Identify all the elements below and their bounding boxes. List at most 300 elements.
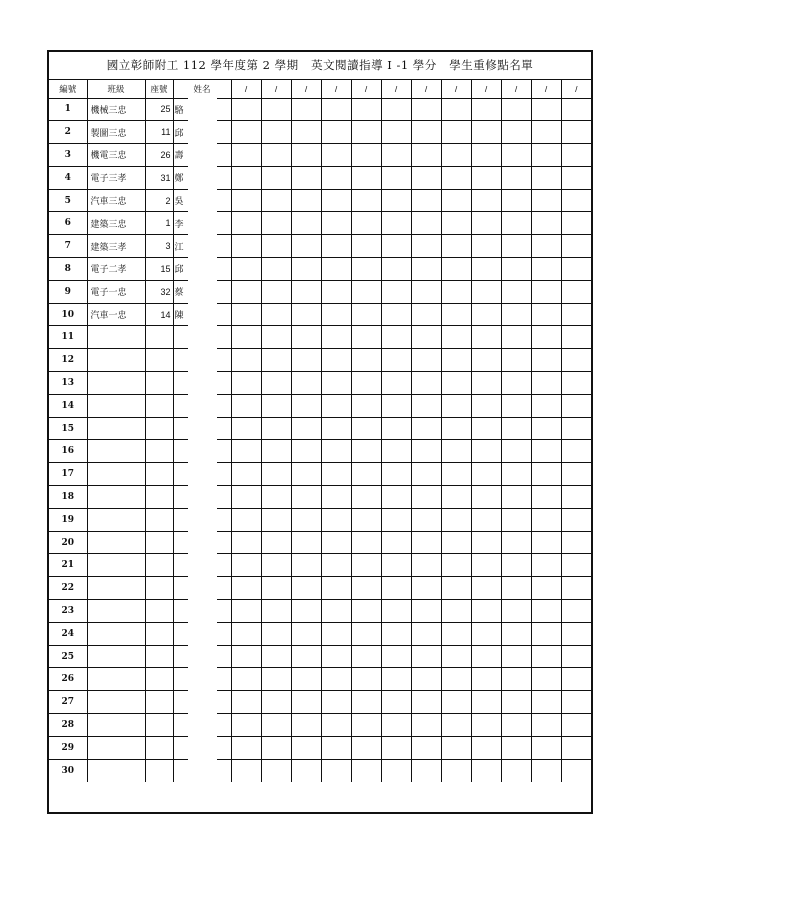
attendance-cell[interactable] (411, 121, 441, 144)
attendance-cell[interactable] (561, 326, 591, 349)
attendance-cell[interactable] (261, 440, 291, 463)
attendance-cell[interactable] (531, 121, 561, 144)
attendance-cell[interactable] (381, 508, 411, 531)
attendance-cell[interactable] (441, 235, 471, 258)
attendance-cell[interactable] (501, 622, 531, 645)
attendance-cell[interactable] (291, 645, 321, 668)
attendance-cell[interactable] (231, 258, 261, 281)
attendance-cell[interactable] (561, 531, 591, 554)
attendance-cell[interactable] (471, 759, 501, 782)
attendance-cell[interactable] (501, 440, 531, 463)
attendance-cell[interactable] (381, 486, 411, 509)
attendance-cell[interactable] (261, 326, 291, 349)
attendance-cell[interactable] (291, 554, 321, 577)
attendance-cell[interactable] (381, 463, 411, 486)
attendance-cell[interactable] (291, 440, 321, 463)
attendance-cell[interactable] (291, 531, 321, 554)
attendance-cell[interactable] (471, 417, 501, 440)
attendance-cell[interactable] (291, 189, 321, 212)
attendance-cell[interactable] (471, 622, 501, 645)
attendance-cell[interactable] (561, 372, 591, 395)
attendance-cell[interactable] (471, 691, 501, 714)
attendance-cell[interactable] (531, 736, 561, 759)
attendance-cell[interactable] (321, 394, 351, 417)
attendance-cell[interactable] (471, 486, 501, 509)
attendance-cell[interactable] (231, 714, 261, 737)
attendance-cell[interactable] (531, 463, 561, 486)
attendance-cell[interactable] (561, 645, 591, 668)
attendance-cell[interactable] (291, 326, 321, 349)
attendance-cell[interactable] (441, 166, 471, 189)
attendance-cell[interactable] (381, 258, 411, 281)
attendance-cell[interactable] (381, 714, 411, 737)
attendance-cell[interactable] (261, 508, 291, 531)
attendance-cell[interactable] (441, 189, 471, 212)
attendance-cell[interactable] (501, 577, 531, 600)
attendance-cell[interactable] (411, 303, 441, 326)
attendance-cell[interactable] (561, 189, 591, 212)
attendance-cell[interactable] (261, 235, 291, 258)
attendance-cell[interactable] (231, 668, 261, 691)
attendance-cell[interactable] (261, 372, 291, 395)
attendance-cell[interactable] (411, 440, 441, 463)
attendance-cell[interactable] (231, 394, 261, 417)
attendance-cell[interactable] (441, 486, 471, 509)
attendance-cell[interactable] (561, 258, 591, 281)
attendance-cell[interactable] (501, 326, 531, 349)
attendance-cell[interactable] (291, 691, 321, 714)
attendance-cell[interactable] (351, 622, 381, 645)
attendance-cell[interactable] (531, 98, 561, 121)
attendance-cell[interactable] (261, 121, 291, 144)
attendance-cell[interactable] (501, 417, 531, 440)
attendance-cell[interactable] (351, 736, 381, 759)
attendance-cell[interactable] (411, 736, 441, 759)
attendance-cell[interactable] (231, 303, 261, 326)
attendance-cell[interactable] (411, 691, 441, 714)
attendance-cell[interactable] (411, 417, 441, 440)
attendance-cell[interactable] (441, 258, 471, 281)
attendance-cell[interactable] (291, 303, 321, 326)
attendance-cell[interactable] (531, 645, 561, 668)
attendance-cell[interactable] (441, 691, 471, 714)
attendance-cell[interactable] (231, 736, 261, 759)
attendance-cell[interactable] (321, 531, 351, 554)
attendance-cell[interactable] (531, 166, 561, 189)
attendance-cell[interactable] (321, 258, 351, 281)
attendance-cell[interactable] (261, 668, 291, 691)
attendance-cell[interactable] (291, 714, 321, 737)
attendance-cell[interactable] (381, 303, 411, 326)
attendance-cell[interactable] (231, 463, 261, 486)
attendance-cell[interactable] (471, 508, 501, 531)
attendance-cell[interactable] (321, 98, 351, 121)
attendance-cell[interactable] (441, 736, 471, 759)
attendance-cell[interactable] (531, 531, 561, 554)
attendance-cell[interactable] (441, 577, 471, 600)
attendance-cell[interactable] (561, 508, 591, 531)
attendance-cell[interactable] (261, 349, 291, 372)
attendance-cell[interactable] (321, 645, 351, 668)
attendance-cell[interactable] (351, 600, 381, 623)
attendance-cell[interactable] (471, 280, 501, 303)
attendance-cell[interactable] (561, 235, 591, 258)
attendance-cell[interactable] (531, 303, 561, 326)
attendance-cell[interactable] (381, 98, 411, 121)
attendance-cell[interactable] (561, 463, 591, 486)
attendance-cell[interactable] (321, 714, 351, 737)
attendance-cell[interactable] (261, 280, 291, 303)
attendance-cell[interactable] (531, 440, 561, 463)
attendance-cell[interactable] (381, 691, 411, 714)
attendance-cell[interactable] (531, 691, 561, 714)
attendance-cell[interactable] (351, 166, 381, 189)
attendance-cell[interactable] (261, 622, 291, 645)
attendance-cell[interactable] (291, 736, 321, 759)
attendance-cell[interactable] (411, 714, 441, 737)
attendance-cell[interactable] (381, 280, 411, 303)
attendance-cell[interactable] (321, 554, 351, 577)
attendance-cell[interactable] (381, 326, 411, 349)
attendance-cell[interactable] (261, 303, 291, 326)
attendance-cell[interactable] (501, 531, 531, 554)
attendance-cell[interactable] (411, 326, 441, 349)
attendance-cell[interactable] (471, 714, 501, 737)
attendance-cell[interactable] (351, 508, 381, 531)
attendance-cell[interactable] (471, 303, 501, 326)
attendance-cell[interactable] (561, 759, 591, 782)
attendance-cell[interactable] (471, 372, 501, 395)
attendance-cell[interactable] (501, 144, 531, 167)
attendance-cell[interactable] (441, 98, 471, 121)
attendance-cell[interactable] (231, 372, 261, 395)
attendance-cell[interactable] (381, 645, 411, 668)
attendance-cell[interactable] (441, 531, 471, 554)
attendance-cell[interactable] (471, 349, 501, 372)
attendance-cell[interactable] (501, 714, 531, 737)
attendance-cell[interactable] (261, 98, 291, 121)
attendance-cell[interactable] (231, 440, 261, 463)
attendance-cell[interactable] (231, 326, 261, 349)
attendance-cell[interactable] (501, 303, 531, 326)
attendance-cell[interactable] (531, 235, 561, 258)
attendance-cell[interactable] (411, 577, 441, 600)
attendance-cell[interactable] (441, 440, 471, 463)
attendance-cell[interactable] (411, 258, 441, 281)
attendance-cell[interactable] (291, 577, 321, 600)
attendance-cell[interactable] (351, 554, 381, 577)
attendance-cell[interactable] (381, 349, 411, 372)
attendance-cell[interactable] (561, 736, 591, 759)
attendance-cell[interactable] (381, 212, 411, 235)
attendance-cell[interactable] (231, 189, 261, 212)
attendance-cell[interactable] (321, 303, 351, 326)
attendance-cell[interactable] (291, 622, 321, 645)
attendance-cell[interactable] (261, 166, 291, 189)
attendance-cell[interactable] (561, 440, 591, 463)
attendance-cell[interactable] (351, 349, 381, 372)
attendance-cell[interactable] (471, 600, 501, 623)
attendance-cell[interactable] (501, 691, 531, 714)
attendance-cell[interactable] (531, 394, 561, 417)
attendance-cell[interactable] (351, 691, 381, 714)
attendance-cell[interactable] (291, 235, 321, 258)
attendance-cell[interactable] (381, 166, 411, 189)
attendance-cell[interactable] (411, 98, 441, 121)
attendance-cell[interactable] (321, 622, 351, 645)
attendance-cell[interactable] (261, 189, 291, 212)
attendance-cell[interactable] (471, 394, 501, 417)
attendance-cell[interactable] (291, 212, 321, 235)
attendance-cell[interactable] (501, 280, 531, 303)
attendance-cell[interactable] (321, 280, 351, 303)
attendance-cell[interactable] (561, 280, 591, 303)
attendance-cell[interactable] (441, 463, 471, 486)
attendance-cell[interactable] (441, 417, 471, 440)
attendance-cell[interactable] (231, 554, 261, 577)
attendance-cell[interactable] (381, 759, 411, 782)
attendance-cell[interactable] (561, 622, 591, 645)
attendance-cell[interactable] (441, 759, 471, 782)
attendance-cell[interactable] (441, 668, 471, 691)
attendance-cell[interactable] (561, 668, 591, 691)
attendance-cell[interactable] (261, 577, 291, 600)
attendance-cell[interactable] (231, 166, 261, 189)
attendance-cell[interactable] (471, 554, 501, 577)
attendance-cell[interactable] (411, 645, 441, 668)
attendance-cell[interactable] (231, 212, 261, 235)
attendance-cell[interactable] (411, 280, 441, 303)
attendance-cell[interactable] (351, 212, 381, 235)
attendance-cell[interactable] (321, 691, 351, 714)
attendance-cell[interactable] (321, 417, 351, 440)
attendance-cell[interactable] (471, 463, 501, 486)
attendance-cell[interactable] (471, 166, 501, 189)
attendance-cell[interactable] (501, 736, 531, 759)
attendance-cell[interactable] (321, 600, 351, 623)
attendance-cell[interactable] (531, 349, 561, 372)
attendance-cell[interactable] (531, 258, 561, 281)
attendance-cell[interactable] (261, 531, 291, 554)
attendance-cell[interactable] (381, 736, 411, 759)
attendance-cell[interactable] (351, 303, 381, 326)
attendance-cell[interactable] (411, 508, 441, 531)
attendance-cell[interactable] (501, 372, 531, 395)
attendance-cell[interactable] (411, 600, 441, 623)
attendance-cell[interactable] (531, 486, 561, 509)
attendance-cell[interactable] (381, 668, 411, 691)
attendance-cell[interactable] (381, 394, 411, 417)
attendance-cell[interactable] (291, 668, 321, 691)
attendance-cell[interactable] (351, 280, 381, 303)
attendance-cell[interactable] (381, 235, 411, 258)
attendance-cell[interactable] (441, 326, 471, 349)
attendance-cell[interactable] (441, 121, 471, 144)
attendance-cell[interactable] (531, 189, 561, 212)
attendance-cell[interactable] (441, 303, 471, 326)
attendance-cell[interactable] (531, 326, 561, 349)
attendance-cell[interactable] (321, 326, 351, 349)
attendance-cell[interactable] (501, 645, 531, 668)
attendance-cell[interactable] (561, 691, 591, 714)
attendance-cell[interactable] (381, 144, 411, 167)
attendance-cell[interactable] (501, 508, 531, 531)
attendance-cell[interactable] (531, 144, 561, 167)
attendance-cell[interactable] (561, 554, 591, 577)
attendance-cell[interactable] (561, 121, 591, 144)
attendance-cell[interactable] (441, 645, 471, 668)
attendance-cell[interactable] (351, 759, 381, 782)
attendance-cell[interactable] (411, 394, 441, 417)
attendance-cell[interactable] (411, 372, 441, 395)
attendance-cell[interactable] (411, 531, 441, 554)
attendance-cell[interactable] (471, 235, 501, 258)
attendance-cell[interactable] (411, 622, 441, 645)
attendance-cell[interactable] (261, 258, 291, 281)
attendance-cell[interactable] (531, 508, 561, 531)
attendance-cell[interactable] (501, 98, 531, 121)
attendance-cell[interactable] (321, 577, 351, 600)
attendance-cell[interactable] (351, 668, 381, 691)
attendance-cell[interactable] (471, 326, 501, 349)
attendance-cell[interactable] (321, 189, 351, 212)
attendance-cell[interactable] (531, 668, 561, 691)
attendance-cell[interactable] (291, 394, 321, 417)
attendance-cell[interactable] (441, 554, 471, 577)
attendance-cell[interactable] (261, 736, 291, 759)
attendance-cell[interactable] (261, 554, 291, 577)
attendance-cell[interactable] (351, 235, 381, 258)
attendance-cell[interactable] (231, 486, 261, 509)
attendance-cell[interactable] (291, 121, 321, 144)
attendance-cell[interactable] (561, 98, 591, 121)
attendance-cell[interactable] (291, 144, 321, 167)
attendance-cell[interactable] (531, 280, 561, 303)
attendance-cell[interactable] (531, 759, 561, 782)
attendance-cell[interactable] (351, 144, 381, 167)
attendance-cell[interactable] (261, 212, 291, 235)
attendance-cell[interactable] (531, 372, 561, 395)
attendance-cell[interactable] (321, 235, 351, 258)
attendance-cell[interactable] (501, 486, 531, 509)
attendance-cell[interactable] (321, 440, 351, 463)
attendance-cell[interactable] (411, 668, 441, 691)
attendance-cell[interactable] (231, 600, 261, 623)
attendance-cell[interactable] (471, 531, 501, 554)
attendance-cell[interactable] (231, 508, 261, 531)
attendance-cell[interactable] (231, 691, 261, 714)
attendance-cell[interactable] (441, 144, 471, 167)
attendance-cell[interactable] (441, 212, 471, 235)
attendance-cell[interactable] (351, 258, 381, 281)
attendance-cell[interactable] (411, 144, 441, 167)
attendance-cell[interactable] (441, 600, 471, 623)
attendance-cell[interactable] (531, 554, 561, 577)
attendance-cell[interactable] (231, 759, 261, 782)
attendance-cell[interactable] (261, 714, 291, 737)
attendance-cell[interactable] (381, 600, 411, 623)
attendance-cell[interactable] (321, 759, 351, 782)
attendance-cell[interactable] (441, 622, 471, 645)
attendance-cell[interactable] (231, 121, 261, 144)
attendance-cell[interactable] (381, 577, 411, 600)
attendance-cell[interactable] (351, 326, 381, 349)
attendance-cell[interactable] (561, 486, 591, 509)
attendance-cell[interactable] (561, 577, 591, 600)
attendance-cell[interactable] (471, 577, 501, 600)
attendance-cell[interactable] (291, 98, 321, 121)
attendance-cell[interactable] (351, 440, 381, 463)
attendance-cell[interactable] (321, 463, 351, 486)
attendance-cell[interactable] (411, 554, 441, 577)
attendance-cell[interactable] (501, 349, 531, 372)
attendance-cell[interactable] (351, 714, 381, 737)
attendance-cell[interactable] (561, 144, 591, 167)
attendance-cell[interactable] (561, 349, 591, 372)
attendance-cell[interactable] (381, 440, 411, 463)
attendance-cell[interactable] (231, 98, 261, 121)
attendance-cell[interactable] (471, 121, 501, 144)
attendance-cell[interactable] (471, 144, 501, 167)
attendance-cell[interactable] (381, 121, 411, 144)
attendance-cell[interactable] (381, 554, 411, 577)
attendance-cell[interactable] (471, 440, 501, 463)
attendance-cell[interactable] (231, 349, 261, 372)
attendance-cell[interactable] (231, 144, 261, 167)
attendance-cell[interactable] (321, 212, 351, 235)
attendance-cell[interactable] (321, 144, 351, 167)
attendance-cell[interactable] (531, 577, 561, 600)
attendance-cell[interactable] (351, 486, 381, 509)
attendance-cell[interactable] (411, 349, 441, 372)
attendance-cell[interactable] (351, 372, 381, 395)
attendance-cell[interactable] (501, 668, 531, 691)
attendance-cell[interactable] (531, 212, 561, 235)
attendance-cell[interactable] (411, 463, 441, 486)
attendance-cell[interactable] (291, 166, 321, 189)
attendance-cell[interactable] (561, 394, 591, 417)
attendance-cell[interactable] (231, 280, 261, 303)
attendance-cell[interactable] (351, 417, 381, 440)
attendance-cell[interactable] (441, 372, 471, 395)
attendance-cell[interactable] (501, 463, 531, 486)
attendance-cell[interactable] (231, 577, 261, 600)
attendance-cell[interactable] (501, 189, 531, 212)
attendance-cell[interactable] (261, 645, 291, 668)
attendance-cell[interactable] (441, 714, 471, 737)
attendance-cell[interactable] (381, 189, 411, 212)
attendance-cell[interactable] (501, 166, 531, 189)
attendance-cell[interactable] (351, 394, 381, 417)
attendance-cell[interactable] (321, 486, 351, 509)
attendance-cell[interactable] (411, 189, 441, 212)
attendance-cell[interactable] (501, 258, 531, 281)
attendance-cell[interactable] (351, 645, 381, 668)
attendance-cell[interactable] (501, 235, 531, 258)
attendance-cell[interactable] (321, 668, 351, 691)
attendance-cell[interactable] (291, 463, 321, 486)
attendance-cell[interactable] (351, 531, 381, 554)
attendance-cell[interactable] (561, 303, 591, 326)
attendance-cell[interactable] (411, 166, 441, 189)
attendance-cell[interactable] (321, 372, 351, 395)
attendance-cell[interactable] (351, 98, 381, 121)
attendance-cell[interactable] (261, 691, 291, 714)
attendance-cell[interactable] (291, 759, 321, 782)
attendance-cell[interactable] (291, 486, 321, 509)
attendance-cell[interactable] (321, 736, 351, 759)
attendance-cell[interactable] (261, 144, 291, 167)
